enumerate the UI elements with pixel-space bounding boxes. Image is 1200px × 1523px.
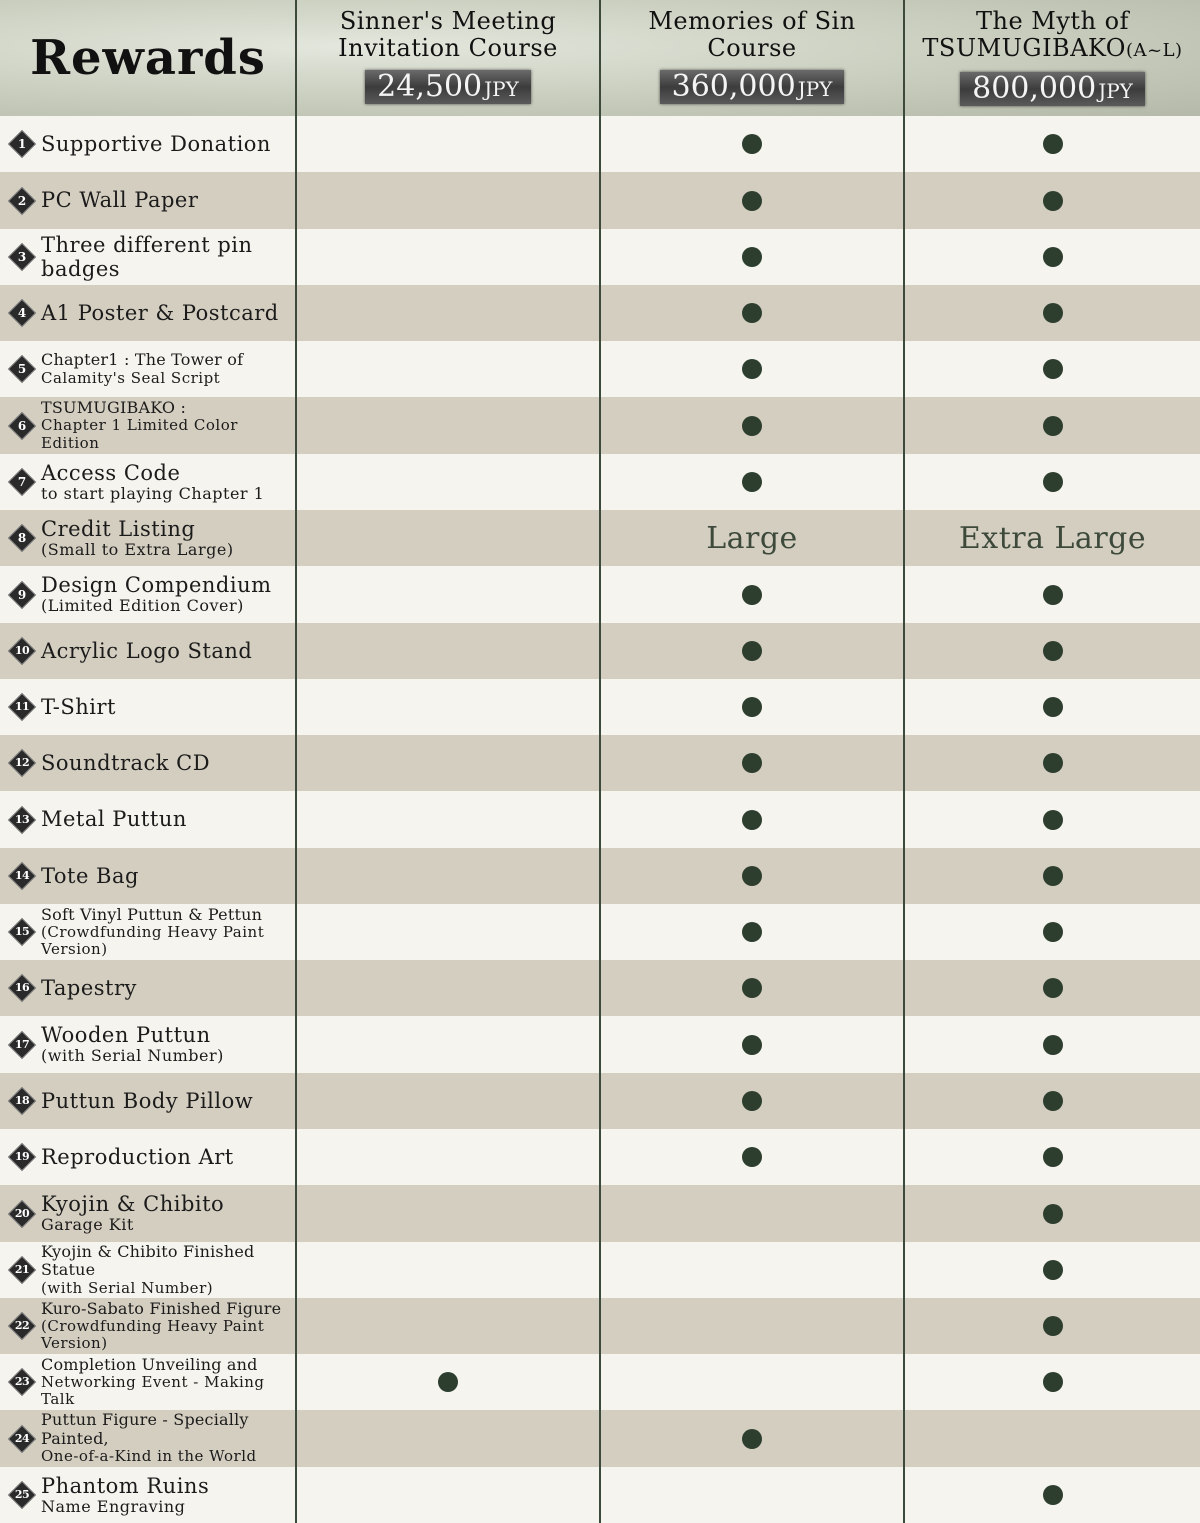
cell-myth-of-tsumugibako (905, 960, 1200, 1016)
cell-myth-of-tsumugibako (905, 1354, 1200, 1410)
column-divider (903, 0, 905, 1523)
reward-name: Reproduction Art (41, 1144, 234, 1169)
number-badge-icon (8, 918, 36, 946)
reward-label (41, 906, 296, 959)
cell-sinners-meeting (297, 510, 599, 566)
reward-label (41, 807, 187, 831)
credit-size-label: Extra Large (958, 520, 1147, 556)
reward-name: Chapter1 : The Tower of (41, 350, 244, 370)
reward-number: 17 (14, 1037, 30, 1051)
cell-sinners-meeting (297, 172, 599, 229)
included-dot-icon (742, 641, 762, 661)
included-dot-icon (1043, 416, 1063, 436)
included-dot-icon (1043, 303, 1063, 323)
number-badge-icon (8, 1425, 36, 1453)
reward-label-cell (0, 285, 296, 341)
price-currency: JPY (797, 77, 833, 101)
reward-subtext: Networking Event - Making Talk (41, 1372, 265, 1409)
included-dot-icon (742, 303, 762, 323)
reward-label-cell (0, 510, 296, 566)
cell-sinners-meeting (297, 566, 599, 623)
included-dot-icon (1043, 641, 1063, 661)
reward-label (41, 1474, 209, 1517)
course-header-memories-of-sin (601, 0, 903, 116)
included-dot-icon (1043, 1147, 1063, 1167)
reward-number: 4 (17, 306, 27, 320)
included-dot-icon (1043, 810, 1063, 830)
number-badge-icon (8, 1256, 36, 1284)
reward-label-cell (0, 566, 296, 623)
reward-number: 15 (14, 925, 30, 938)
price-value: 24,500 (377, 69, 483, 104)
reward-label-cell (0, 679, 296, 735)
reward-label-cell (0, 172, 296, 229)
cell-myth-of-tsumugibako (905, 848, 1200, 904)
number-badge-icon (8, 243, 36, 271)
number-badge-icon (8, 862, 36, 890)
number-badge-icon (8, 355, 36, 383)
reward-number: 9 (17, 587, 27, 602)
reward-name: Metal Puttun (41, 807, 187, 832)
reward-label (41, 573, 272, 616)
reward-number: 25 (14, 1488, 30, 1501)
cell-memories-of-sin (601, 1129, 903, 1185)
reward-name: Kuro-Sabato Finished Figure (41, 1298, 282, 1318)
reward-label (41, 1145, 234, 1169)
number-badge-icon (8, 581, 36, 609)
included-dot-icon (742, 134, 762, 154)
reward-label (41, 351, 243, 387)
reward-label (41, 1300, 296, 1353)
cell-myth-of-tsumugibako (905, 116, 1200, 172)
reward-label (41, 399, 296, 452)
included-dot-icon (742, 359, 762, 379)
reward-number: 18 (14, 1094, 30, 1107)
reward-name: Kyojin & Chibito Finished Statue (41, 1241, 255, 1280)
number-badge-icon (8, 1143, 36, 1171)
course-name-line2: Invitation Course (338, 34, 558, 62)
cell-myth-of-tsumugibako (905, 229, 1200, 285)
number-badge-icon (8, 412, 36, 440)
cell-memories-of-sin (601, 791, 903, 848)
reward-label-cell (0, 1185, 296, 1242)
included-dot-icon (742, 1035, 762, 1055)
reward-name: Soundtrack CD (41, 750, 211, 775)
reward-label (41, 301, 279, 325)
reward-label-cell (0, 397, 296, 454)
cell-myth-of-tsumugibako (905, 1185, 1200, 1242)
included-dot-icon (742, 1147, 762, 1167)
reward-number: 21 (14, 1263, 30, 1276)
reward-subtext: Calamity's Seal Script (41, 368, 221, 387)
included-dot-icon (742, 922, 762, 942)
number-badge-icon (8, 1200, 36, 1228)
cell-sinners-meeting (297, 848, 599, 904)
reward-subtext: to start playing Chapter 1 (41, 483, 265, 503)
price-currency: JPY (1098, 79, 1133, 103)
reward-number: 20 (14, 1206, 30, 1220)
cell-memories-of-sin (601, 904, 903, 960)
price-badge (365, 70, 531, 104)
reward-label-cell (0, 229, 296, 285)
cell-sinners-meeting (297, 1467, 599, 1523)
included-dot-icon (1043, 866, 1063, 886)
reward-label (41, 461, 264, 504)
cell-myth-of-tsumugibako (905, 172, 1200, 229)
number-badge-icon (8, 1481, 36, 1509)
included-dot-icon (1043, 753, 1063, 773)
reward-name: A1 Poster & Postcard (41, 300, 279, 325)
cell-myth-of-tsumugibako (905, 679, 1200, 735)
included-dot-icon (1043, 1316, 1063, 1336)
credit-size-label: Large (706, 520, 798, 556)
included-dot-icon (742, 585, 762, 605)
reward-label-cell (0, 791, 296, 848)
cell-sinners-meeting (297, 454, 599, 510)
included-dot-icon (1043, 922, 1063, 942)
cell-sinners-meeting (297, 960, 599, 1016)
number-badge-icon (8, 637, 36, 665)
reward-label-cell (0, 904, 296, 960)
reward-number: 13 (14, 812, 30, 826)
included-dot-icon (742, 866, 762, 886)
reward-name: Acrylic Logo Stand (41, 638, 253, 663)
cell-sinners-meeting (297, 116, 599, 172)
cell-sinners-meeting (297, 285, 599, 341)
included-dot-icon (742, 1091, 762, 1111)
reward-name: Puttun Body Pillow (41, 1088, 254, 1113)
reward-subtext: (with Serial Number) (41, 1278, 214, 1297)
cell-sinners-meeting (297, 1410, 599, 1467)
cell-memories-of-sin (601, 623, 903, 679)
reward-subtext: One-of-a-Kind in the World (41, 1447, 257, 1466)
number-badge-icon (8, 1031, 36, 1059)
reward-name: Completion Unveiling and (41, 1354, 258, 1374)
cell-myth-of-tsumugibako (905, 1073, 1200, 1129)
reward-name: Phantom Ruins (41, 1473, 210, 1498)
reward-label-cell (0, 1129, 296, 1185)
cell-memories-of-sin (601, 1467, 903, 1523)
number-badge-icon (8, 1368, 36, 1396)
included-dot-icon (1043, 1372, 1063, 1392)
reward-subtext: (with Serial Number) (41, 1046, 224, 1066)
reward-number: 8 (17, 531, 27, 545)
included-dot-icon (1043, 134, 1063, 154)
cell-myth-of-tsumugibako (905, 341, 1200, 397)
included-dot-icon (1043, 191, 1063, 211)
reward-name: Tapestry (41, 975, 137, 1000)
reward-subtext: (Crowdfunding Heavy Paint Version) (41, 922, 265, 959)
included-dot-icon (1043, 1035, 1063, 1055)
cell-memories-of-sin (601, 1073, 903, 1129)
reward-name: Tote Bag (41, 863, 139, 888)
number-badge-icon (8, 130, 36, 158)
cell-memories-of-sin (601, 566, 903, 623)
number-badge-icon (8, 1312, 36, 1340)
reward-label-cell (0, 623, 296, 679)
number-badge-icon (8, 524, 36, 552)
cell-sinners-meeting (297, 735, 599, 791)
price-value: 800,000 (972, 71, 1097, 106)
included-dot-icon (742, 1429, 762, 1449)
cell-memories-of-sin (601, 735, 903, 791)
column-divider (295, 0, 297, 1523)
cell-memories-of-sin (601, 1242, 903, 1298)
cell-memories-of-sin (601, 116, 903, 172)
reward-label (41, 695, 116, 719)
reward-number: 19 (14, 1150, 30, 1163)
course-header-myth-of-tsumugibako (905, 0, 1200, 116)
cell-memories-of-sin (601, 1354, 903, 1410)
reward-number: 2 (17, 193, 27, 208)
included-dot-icon (1043, 978, 1063, 998)
cell-sinners-meeting (297, 1185, 599, 1242)
reward-label-cell (0, 1242, 296, 1298)
reward-label (41, 639, 252, 663)
cell-memories-of-sin (601, 341, 903, 397)
cell-sinners-meeting (297, 679, 599, 735)
included-dot-icon (742, 697, 762, 717)
reward-subtext: (Small to Extra Large) (41, 539, 234, 559)
reward-number: 16 (14, 981, 30, 994)
included-dot-icon (1043, 1485, 1063, 1505)
included-dot-icon (742, 247, 762, 267)
cell-myth-of-tsumugibako (905, 566, 1200, 623)
number-badge-icon (8, 1087, 36, 1115)
reward-label (41, 1356, 296, 1409)
included-dot-icon (742, 978, 762, 998)
reward-name: Access Code (41, 460, 181, 485)
cell-memories-of-sin (601, 454, 903, 510)
included-dot-icon (742, 416, 762, 436)
included-dot-icon (438, 1372, 458, 1392)
reward-label-cell (0, 1354, 296, 1410)
cell-myth-of-tsumugibako (905, 285, 1200, 341)
reward-number: 23 (14, 1375, 30, 1388)
reward-label-cell (0, 1016, 296, 1073)
cell-myth-of-tsumugibako (905, 1129, 1200, 1185)
number-badge-icon (8, 468, 36, 496)
cell-sinners-meeting (297, 791, 599, 848)
price-badge (660, 70, 845, 104)
included-dot-icon (742, 753, 762, 773)
cell-myth-of-tsumugibako (905, 623, 1200, 679)
cell-sinners-meeting (297, 397, 599, 454)
price-badge (960, 72, 1145, 106)
reward-label-cell (0, 116, 296, 172)
cell-myth-of-tsumugibako (905, 454, 1200, 510)
included-dot-icon (742, 810, 762, 830)
cell-myth-of-tsumugibako (905, 1298, 1200, 1354)
reward-number: 5 (17, 362, 27, 376)
reward-number: 22 (14, 1319, 30, 1332)
reward-name: Puttun Figure - Specially Painted, (41, 1410, 249, 1448)
reward-label (41, 1243, 296, 1297)
included-dot-icon (1043, 697, 1063, 717)
reward-label (41, 517, 234, 560)
included-dot-icon (1043, 1091, 1063, 1111)
included-dot-icon (1043, 472, 1063, 492)
cell-myth-of-tsumugibako (905, 791, 1200, 848)
reward-label (41, 976, 137, 1000)
cell-myth-of-tsumugibako (905, 510, 1200, 566)
cell-memories-of-sin (601, 960, 903, 1016)
reward-label (41, 751, 210, 775)
cell-memories-of-sin (601, 1410, 903, 1467)
reward-number: 14 (14, 869, 30, 882)
reward-label (41, 188, 198, 212)
reward-subtext: Name Engraving (41, 1496, 186, 1516)
cell-myth-of-tsumugibako (905, 397, 1200, 454)
included-dot-icon (1043, 1204, 1063, 1224)
reward-subtext: (Crowdfunding Heavy Paint Version) (41, 1316, 265, 1353)
reward-name: Wooden Puttun (41, 1023, 211, 1048)
reward-subtext: Chapter 1 Limited Color Edition (41, 416, 238, 452)
cell-memories-of-sin (601, 285, 903, 341)
number-badge-icon (8, 693, 36, 721)
reward-subtext: (Limited Edition Cover) (41, 596, 244, 616)
course-name-line1: Memories of Sin (648, 7, 856, 35)
reward-label (41, 233, 296, 281)
course-name-suffix: (A~L) (1125, 40, 1183, 61)
cell-myth-of-tsumugibako (905, 1016, 1200, 1073)
cell-memories-of-sin (601, 172, 903, 229)
reward-subtext: Garage Kit (41, 1215, 134, 1235)
reward-name: Kyojin & Chibito (41, 1192, 225, 1217)
number-badge-icon (8, 806, 36, 834)
cell-sinners-meeting (297, 1073, 599, 1129)
reward-label-cell (0, 960, 296, 1016)
cell-sinners-meeting (297, 341, 599, 397)
cell-memories-of-sin (601, 1016, 903, 1073)
cell-sinners-meeting (297, 229, 599, 285)
cell-myth-of-tsumugibako (905, 1410, 1200, 1467)
reward-label (41, 864, 139, 888)
included-dot-icon (1043, 247, 1063, 267)
cell-myth-of-tsumugibako (905, 904, 1200, 960)
reward-number: 11 (14, 700, 30, 713)
reward-name: PC Wall Paper (41, 188, 199, 213)
cell-sinners-meeting (297, 1354, 599, 1410)
reward-number: 10 (14, 644, 30, 657)
cell-sinners-meeting (297, 1298, 599, 1354)
reward-label-cell (0, 848, 296, 904)
reward-name: Three different pin badges (41, 232, 253, 281)
reward-label (41, 132, 271, 156)
column-divider (599, 0, 601, 1523)
reward-label-cell (0, 341, 296, 397)
included-dot-icon (742, 191, 762, 211)
cell-myth-of-tsumugibako (905, 735, 1200, 791)
reward-number: 12 (14, 756, 30, 769)
course-header-sinners-meeting (297, 0, 599, 116)
course-name-line1: Sinner's Meeting (339, 7, 557, 35)
reward-label (41, 1089, 253, 1113)
reward-label-cell (0, 735, 296, 791)
course-name-line2: TSUMUGIBAKO (922, 34, 1126, 62)
reward-name: Soft Vinyl Puttun & Pettun (41, 904, 263, 924)
reward-label-cell (0, 1298, 296, 1354)
reward-number: 6 (17, 418, 27, 433)
reward-name: TSUMUGIBAKO : (41, 398, 187, 418)
reward-name: Credit Listing (41, 516, 196, 541)
number-badge-icon (8, 974, 36, 1002)
reward-number: 24 (14, 1431, 30, 1445)
cell-memories-of-sin (601, 1298, 903, 1354)
reward-name: T-Shirt (41, 694, 117, 719)
reward-label (41, 1023, 224, 1066)
cell-myth-of-tsumugibako (905, 1242, 1200, 1298)
reward-label-cell (0, 1073, 296, 1129)
reward-name: Design Compendium (41, 573, 272, 598)
cell-memories-of-sin (601, 397, 903, 454)
cell-memories-of-sin (601, 679, 903, 735)
reward-name: Supportive Donation (41, 131, 271, 156)
reward-label-cell (0, 1467, 296, 1523)
cell-sinners-meeting (297, 1129, 599, 1185)
cell-memories-of-sin (601, 848, 903, 904)
reward-label-cell (0, 1410, 296, 1467)
included-dot-icon (1043, 1260, 1063, 1280)
included-dot-icon (1043, 359, 1063, 379)
reward-number: 7 (17, 475, 27, 489)
cell-myth-of-tsumugibako (905, 1467, 1200, 1523)
rewards-title: Rewards (30, 30, 266, 86)
cell-sinners-meeting (297, 1242, 599, 1298)
cell-memories-of-sin (601, 1185, 903, 1242)
number-badge-icon (8, 299, 36, 327)
price-value: 360,000 (671, 69, 796, 104)
reward-label-cell (0, 454, 296, 510)
reward-number: 1 (17, 137, 27, 151)
cell-sinners-meeting (297, 904, 599, 960)
number-badge-icon (8, 749, 36, 777)
cell-memories-of-sin (601, 510, 903, 566)
number-badge-icon (8, 187, 36, 215)
course-name-line1: The Myth of (976, 7, 1129, 35)
cell-sinners-meeting (297, 623, 599, 679)
course-name-line2: Course (707, 34, 797, 62)
cell-memories-of-sin (601, 229, 903, 285)
price-currency: JPY (484, 77, 519, 101)
reward-label (41, 1192, 224, 1235)
reward-number: 3 (17, 250, 27, 264)
cell-sinners-meeting (297, 1016, 599, 1073)
included-dot-icon (742, 472, 762, 492)
included-dot-icon (1043, 585, 1063, 605)
reward-label (41, 1411, 296, 1465)
